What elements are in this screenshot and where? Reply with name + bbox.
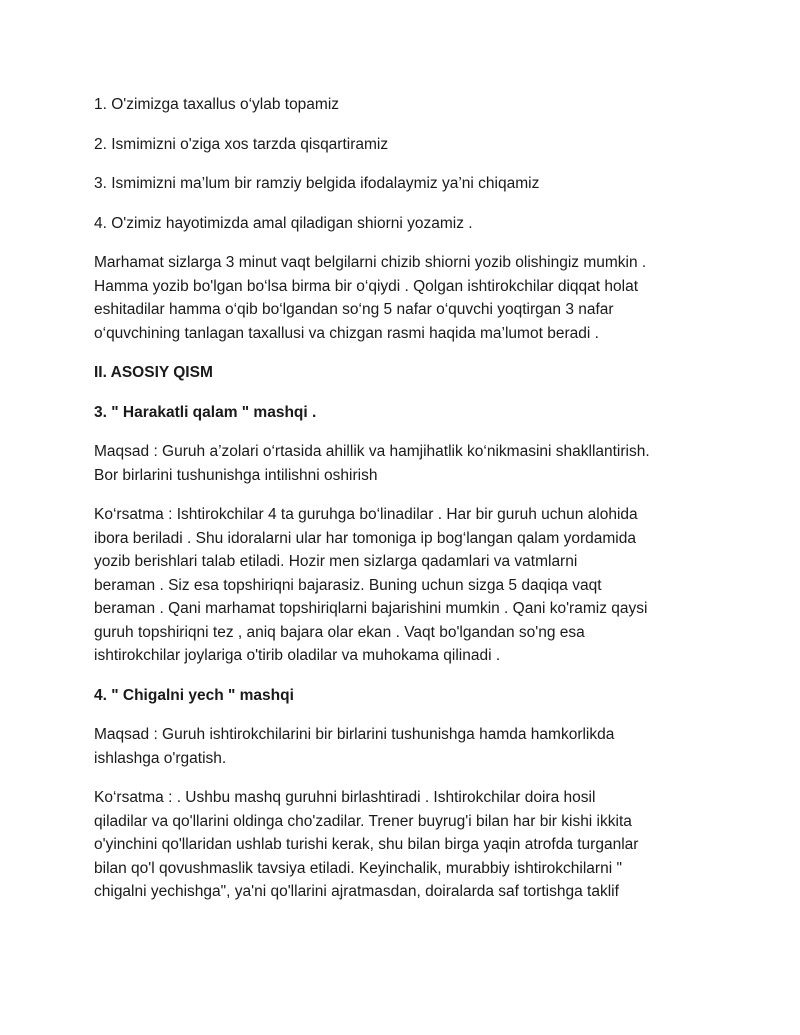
text-line: guruh topshiriqni tez , aniq bajara olar ekan . Vaqt bo'lgandan so'ng esa: [94, 623, 585, 641]
text-line: ishlashga o'rgatish.: [94, 749, 227, 767]
text-line: chigalni yechishga", ya'ni qo'llarini ajratmasdan, doiralarda saf tortishga taklif: [94, 883, 619, 900]
list-item-3: 3. Ismimizni ma’lum bir ramziy belgida ifodalaymiz ya’ni chiqamiz: [94, 175, 540, 192]
text-line: Bor birlarini tushunishga intilishni oshirish: [94, 466, 378, 484]
intro-paragraph: [94, 251, 714, 345]
section-heading: II. ASOSIY QISM: [94, 364, 213, 381]
text-line: Maqsad : Guruh a’zolari o‘rtasida ahillik va hamjihatlik ko‘nikmasini shakllantirish.: [94, 443, 650, 460]
text-line: yozib berishlari talab etiladi. Hozir men sizlarga qadamlari va vatmlarni: [94, 553, 578, 570]
exercise-3-goal: [94, 440, 714, 487]
document-page: [94, 93, 714, 920]
text-line: Maqsad : Guruh ishtirokchilarini bir birlarini tushunishga hamda hamkorlikda: [94, 726, 615, 743]
text-line: eshitadilar hamma o‘qib bo‘lgandan so‘ng 5 nafar o‘quvchi yoqtirgan 3 nafar: [94, 301, 614, 318]
exercise-4-title: 4. " Chigalni yech " mashqi: [94, 686, 294, 704]
list-item-4: 4. O'zimiz hayotimizda amal qiladigan shiorni yozamiz .: [94, 214, 473, 232]
list-item-2: 2. Ismimizni o'ziga xos tarzda qisqartiramiz: [94, 135, 389, 153]
text-line: o‘quvchining tanlagan taxallusi va chizgan rasmi haqida ma’lumot beradi .: [94, 324, 599, 342]
text-line: o'yinchini qo'llaridan ushlab turishi kerak, shu bilan birga yaqin atrofda turganlar: [94, 836, 639, 853]
text-line: Ko‘rsatma : . Ushbu mashq guruhni birlashtiradi . Ishtirokchilar doira hosil: [94, 789, 596, 806]
text-line: Ko‘rsatma : Ishtirokchilar 4 ta guruhga bo‘linadilar . Har bir guruh uchun alohida: [94, 506, 638, 523]
text-line: beraman . Siz esa topshiriqni bajarasiz. Buning uchun sizga 5 daqiqa vaqt: [94, 576, 602, 594]
exercise-4-instruction: [94, 786, 714, 904]
text-line: beraman . Qani marhamat topshiriqlarni bajarishini mumkin . Qani ko'ramiz qaysi: [94, 600, 648, 617]
exercise-3-instruction: [94, 503, 714, 668]
text-line: ishtirokchilar joylariga o'tirib oladilar va muhokama qilinadi .: [94, 647, 501, 664]
text-line: qiladilar va qo'llarini oldinga cho'zadilar. Trener buyrug'i bilan har bir kishi ikkita: [94, 812, 632, 830]
list-item-1: 1. O'zimizga taxallus o‘ylab topamiz: [94, 96, 340, 113]
exercise-3-title: 3. " Harakatli qalam " mashqi .: [94, 403, 317, 421]
exercise-4-goal: [94, 723, 714, 770]
text-line: Hamma yozib bo'lgan bo‘lsa birma bir o‘qiydi . Qolgan ishtirokchilar diqqat holat: [94, 277, 639, 295]
text-line: bilan qo'l qovushmaslik tavsiya etiladi. Keyinchalik, murabbiy ishtirokchilarni ": [94, 859, 622, 877]
text-line: ibora beriladi . Shu idoralarni ular har tomoniga ip bog‘langan qalam yordamida: [94, 529, 636, 547]
text-line: Marhamat sizlarga 3 minut vaqt belgilarni chizib shiorni yozib olishingiz mumkin .: [94, 254, 647, 271]
